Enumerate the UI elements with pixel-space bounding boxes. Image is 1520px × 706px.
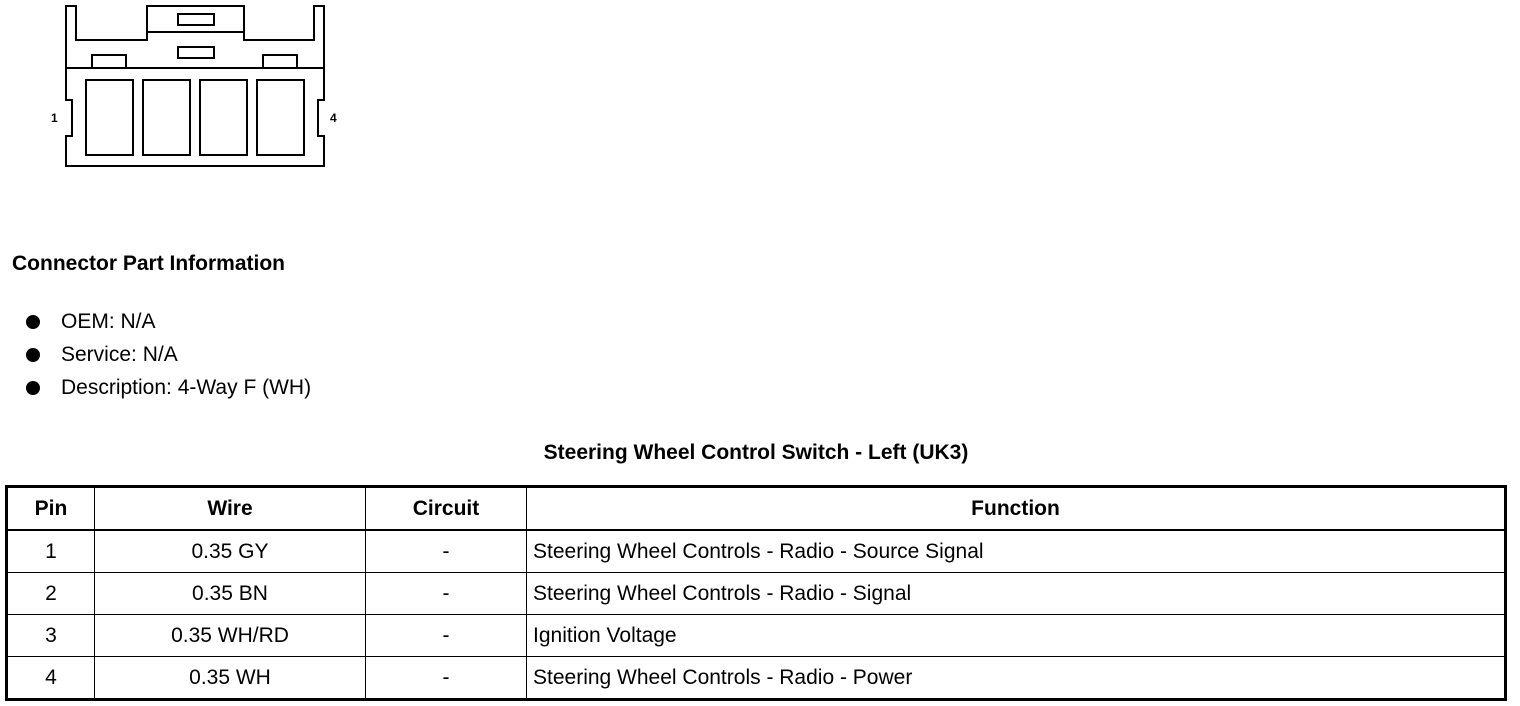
wire-cell: 0.35 WH [95,657,366,700]
part-info-item-description [26,371,311,404]
wire-cell: 0.35 WH/RD [95,615,366,657]
table-row [7,657,1506,700]
wire-cell: 0.35 GY [95,530,366,573]
table-row [7,530,1506,573]
connector-lock-slot-bottom [178,47,214,58]
part-info-list [26,305,311,404]
pinout-table [5,485,1507,701]
function-cell: Steering Wheel Controls - Radio - Source Signal [527,530,1506,573]
connector-latch-right [263,55,297,68]
table-row [7,615,1506,657]
connector-body-outline [66,6,324,166]
circuit-cell: - [366,530,527,573]
connector-face-diagram [0,0,360,180]
terminal-cavity-1 [86,80,133,155]
function-cell: Steering Wheel Controls - Radio - Signal [527,573,1506,615]
circuit-cell: - [366,573,527,615]
circuit-cell: - [366,657,527,700]
header-function: Function [527,487,1506,531]
terminal-cavity-3 [200,80,247,155]
description-text: Description: 4-Way F (WH) [61,375,312,399]
bullet-icon [26,315,40,329]
terminal-cavity-2 [143,80,190,155]
function-cell: Ignition Voltage [527,615,1506,657]
connector-latch-left [92,55,126,68]
header-pin: Pin [7,487,95,531]
pin-cell: 4 [7,657,95,700]
pin-1-label: 1 [51,111,58,125]
part-info-heading: Connector Part Information [12,252,286,275]
table-header-row [7,487,1506,531]
table-row [7,573,1506,615]
function-cell: Steering Wheel Controls - Radio - Power [527,657,1506,700]
bullet-icon [26,381,40,395]
part-info-item-oem [26,305,311,338]
pin-cell: 2 [7,573,95,615]
pin-4-label: 4 [330,111,337,125]
header-wire: Wire [95,487,366,531]
pin-cell: 3 [7,615,95,657]
wire-cell: 0.35 BN [95,573,366,615]
oem-text: OEM: N/A [61,309,156,333]
bullet-icon [26,348,40,362]
table-title: Steering Wheel Control Switch - Left (UK3) [543,441,969,464]
part-info-item-service [26,338,311,371]
header-circuit: Circuit [366,487,527,531]
service-text: Service: N/A [61,342,178,366]
pin-cell: 1 [7,530,95,573]
circuit-cell: - [366,615,527,657]
terminal-cavity-4 [257,80,304,155]
connector-lock-slot-top [178,14,214,25]
